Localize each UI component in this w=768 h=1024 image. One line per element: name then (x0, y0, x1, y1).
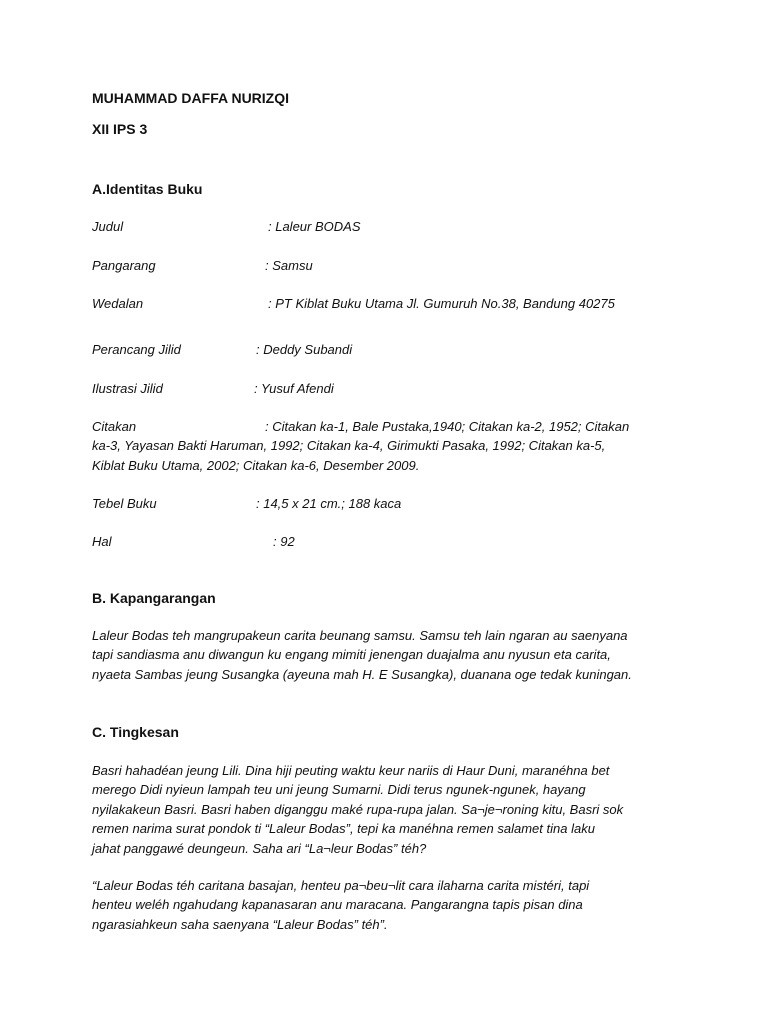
field-citakan-label: Citakan (92, 419, 137, 434)
field-hal-value: : 92 (273, 534, 295, 549)
section-c-paragraph-2 (92, 876, 682, 934)
field-tebel-buku-value: : 14,5 x 21 cm.; 188 kaca (256, 496, 402, 511)
paragraph-line: nyaeta Sambas jeung Susangka (ayeuna mah H. E Susangka), duanana oge tedak kuningan. (92, 666, 632, 682)
paragraph-line: remen narima surat pondok ti “Laleur Bodas”, tepi ka manéhna remen salamet tina laku (92, 821, 595, 837)
field-citakan-value (92, 417, 682, 475)
paragraph-line: jahat panggawé deungeun. Saha ari “La¬leur Bodas” téh? (92, 840, 427, 856)
citakan-line: ka-3, Yayasan Bakti Haruman, 1992; Citakan ka-4, Girimukti Pasaka, 1992; Citakan ka-5, (92, 438, 606, 454)
field-judul-value: : Laleur BODAS (268, 219, 361, 234)
paragraph-line: Basri hahadéan jeung Lili. Dina hiji peuting waktu keur nariis di Haur Duni, maranéhna bet (92, 763, 610, 778)
paragraph-line: tapi sandiasma anu diwangun ku engang mimiti jenengan duajalma anu nyusun eta carita, (92, 647, 611, 663)
paragraph-line: Laleur Bodas teh mangrupakeun carita beunang samsu. Samsu teh lain ngaran au saenyana (92, 628, 628, 643)
field-pangarang-label: Pangarang (92, 258, 156, 273)
section-c-heading: C. Tingkesan (92, 724, 179, 740)
field-pangarang-value: : Samsu (265, 258, 313, 273)
section-b-paragraph (92, 626, 682, 684)
field-wedalan-label: Wedalan (92, 296, 144, 311)
citakan-line: : Citakan ka-1, Bale Pustaka,1940; Citakan ka-2, 1952; Citakan (265, 419, 630, 434)
citakan-line: Kiblat Buku Utama, 2002; Citakan ka-6, Desember 2009. (92, 457, 420, 473)
student-class: XII IPS 3 (92, 121, 148, 137)
paragraph-line: henteu weléh ngahudang kapanasaran anu maracana. Pangarangna tapis pisan dina (92, 897, 583, 913)
field-judul-label: Judul (92, 219, 124, 234)
field-hal-label: Hal (92, 534, 112, 549)
section-b-heading: B. Kapangarangan (92, 590, 216, 606)
paragraph-line: nyilakakeun Basri. Basri haben diganggu maké rupa-rupa jalan. Sa¬je¬roning kitu, Basri sok (92, 801, 624, 817)
paragraph-line: ngarasiahkeun saha saenyana “Laleur Bodas” téh”. (92, 916, 388, 932)
paragraph-line: “Laleur Bodas téh caritana basajan, henteu pa¬beu¬lit cara ilaharna carita mistéri, tapi (92, 878, 590, 893)
field-wedalan-value: : PT Kiblat Buku Utama Jl. Gumuruh No.38, Bandung 40275 (268, 296, 615, 311)
field-ilustrasi-jilid-label: Ilustrasi Jilid (92, 381, 163, 396)
student-name: MUHAMMAD DAFFA NURIZQI (92, 90, 290, 106)
field-tebel-buku-label: Tebel Buku (92, 496, 157, 511)
field-perancang-jilid-value: : Deddy Subandi (256, 342, 353, 357)
field-ilustrasi-jilid-value: : Yusuf Afendi (254, 381, 334, 396)
paragraph-line: merego Didi nyieun lampah teu uni jeung Sumarni. Didi terus ngunek-ngunek, hayang (92, 782, 586, 798)
field-perancang-jilid-label: Perancang Jilid (92, 342, 181, 357)
section-a-heading: A.Identitas Buku (92, 181, 203, 197)
section-c-paragraph-1 (92, 761, 682, 858)
